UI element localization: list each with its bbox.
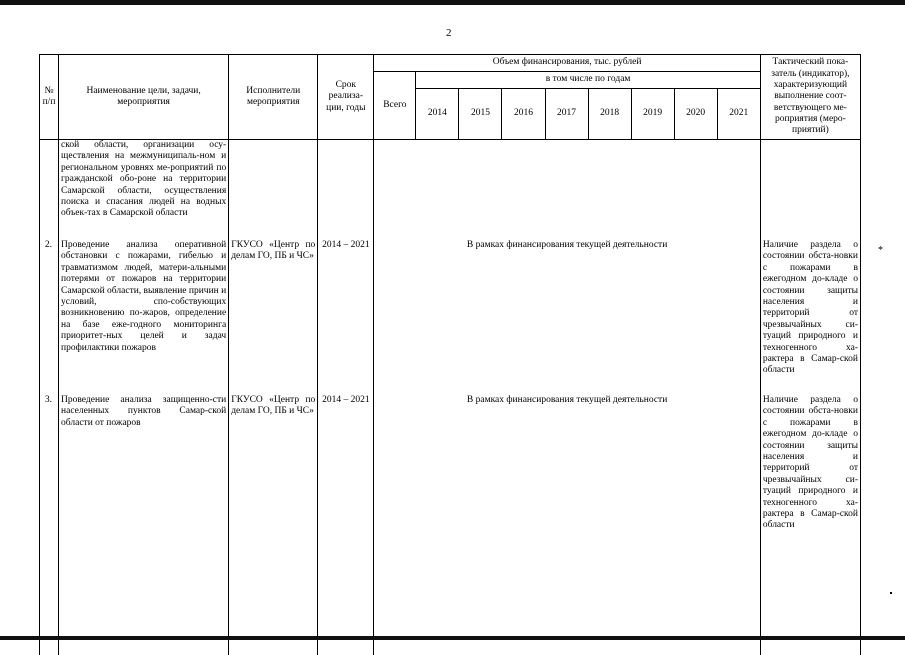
header-year: 2016 [502,89,545,140]
row-financing: В рамках финансирования текущей деятельности [374,240,761,395]
header-year: 2018 [588,89,631,140]
header-year: 2014 [416,89,459,140]
row-num [40,140,59,241]
header-total: Всего [374,72,416,140]
row-financing [374,140,761,241]
header-row-1 [40,55,861,72]
row-executor: ГКУСО «Центр по делам ГО, ПБ и ЧС» [229,395,318,655]
header-financing: Объем финансирования, тыс. рублей [374,55,761,72]
page-number: 2 [446,27,452,39]
header-year: 2020 [674,89,717,140]
row-executor: ГКУСО «Центр по делам ГО, ПБ и ЧС» [229,240,318,395]
table-row [40,395,861,655]
header-by-years: в том числе по годам [416,72,760,89]
header-year: 2019 [631,89,674,140]
row-financing: В рамках финансирования текущей деятельности [374,395,761,655]
row-indicator: Наличие раздела о состоянии обста-новки с пожарами в ежегодном до-кладе о состоянии защиты населения и территорий от чрезвычайных си-туаций природного и техногенного ха-рактера в Самар-ской области [760,240,860,395]
row-name: Проведение анализа защищенно-сти населенных пунктов Самар-ской области от пожаров [59,395,229,655]
header-year: 2015 [459,89,502,140]
table-row [40,240,861,395]
side-mark: * [878,245,883,256]
row-num: 2. [40,240,59,395]
row-term: 2014 – 2021 [318,395,374,655]
row-num: 3. [40,395,59,655]
header-term: Срок реализа-ции, годы [318,55,374,140]
scan-dot [890,592,892,594]
top-scan-border [0,0,905,5]
header-name: Наименование цели, задачи, мероприятия [59,55,229,140]
row-name: Проведение анализа оперативной обстановки с пожарами, гибелью и травматизмом людей, матери-альными потерями от пожаров на территории Самарской области, выявление причин и условий, спо-собствующих возникновению по-жаров, определение на базе еже-годного мониторинга приоритет-ных целей и задач профилактики пожаров [59,240,229,395]
row-indicator: Наличие раздела о состоянии обста-новки с пожарами в ежегодном до-кладе о состоянии защиты населения и территорий от чрезвычайных си-туаций природного и техногенного ха-рактера в Самар-ской области [760,395,860,655]
row-term [318,140,374,241]
header-year: 2021 [717,89,760,140]
row-name: ской области, организации осу-ществления на межмуниципаль-ном и региональном уровнях ме-роприятий по гражданской обо-роне на территории Самарской области, осуществления поиска и спасания людей на водных объек-тах в Самарской области [59,140,229,241]
program-activities-table [39,54,861,655]
header-year: 2017 [545,89,588,140]
row-indicator [760,140,860,241]
header-executors: Исполнители мероприятия [229,55,318,140]
row-executor [229,140,318,241]
row-term: 2014 – 2021 [318,240,374,395]
header-indicator: Тактический пока-затель (индикатор), характеризующий выполнение соот-ветствующего ме-роприятия (меро-приятий) [760,55,860,140]
table-row [40,140,861,241]
bottom-scan-border [0,636,905,640]
header-num: № п/п [40,55,59,140]
